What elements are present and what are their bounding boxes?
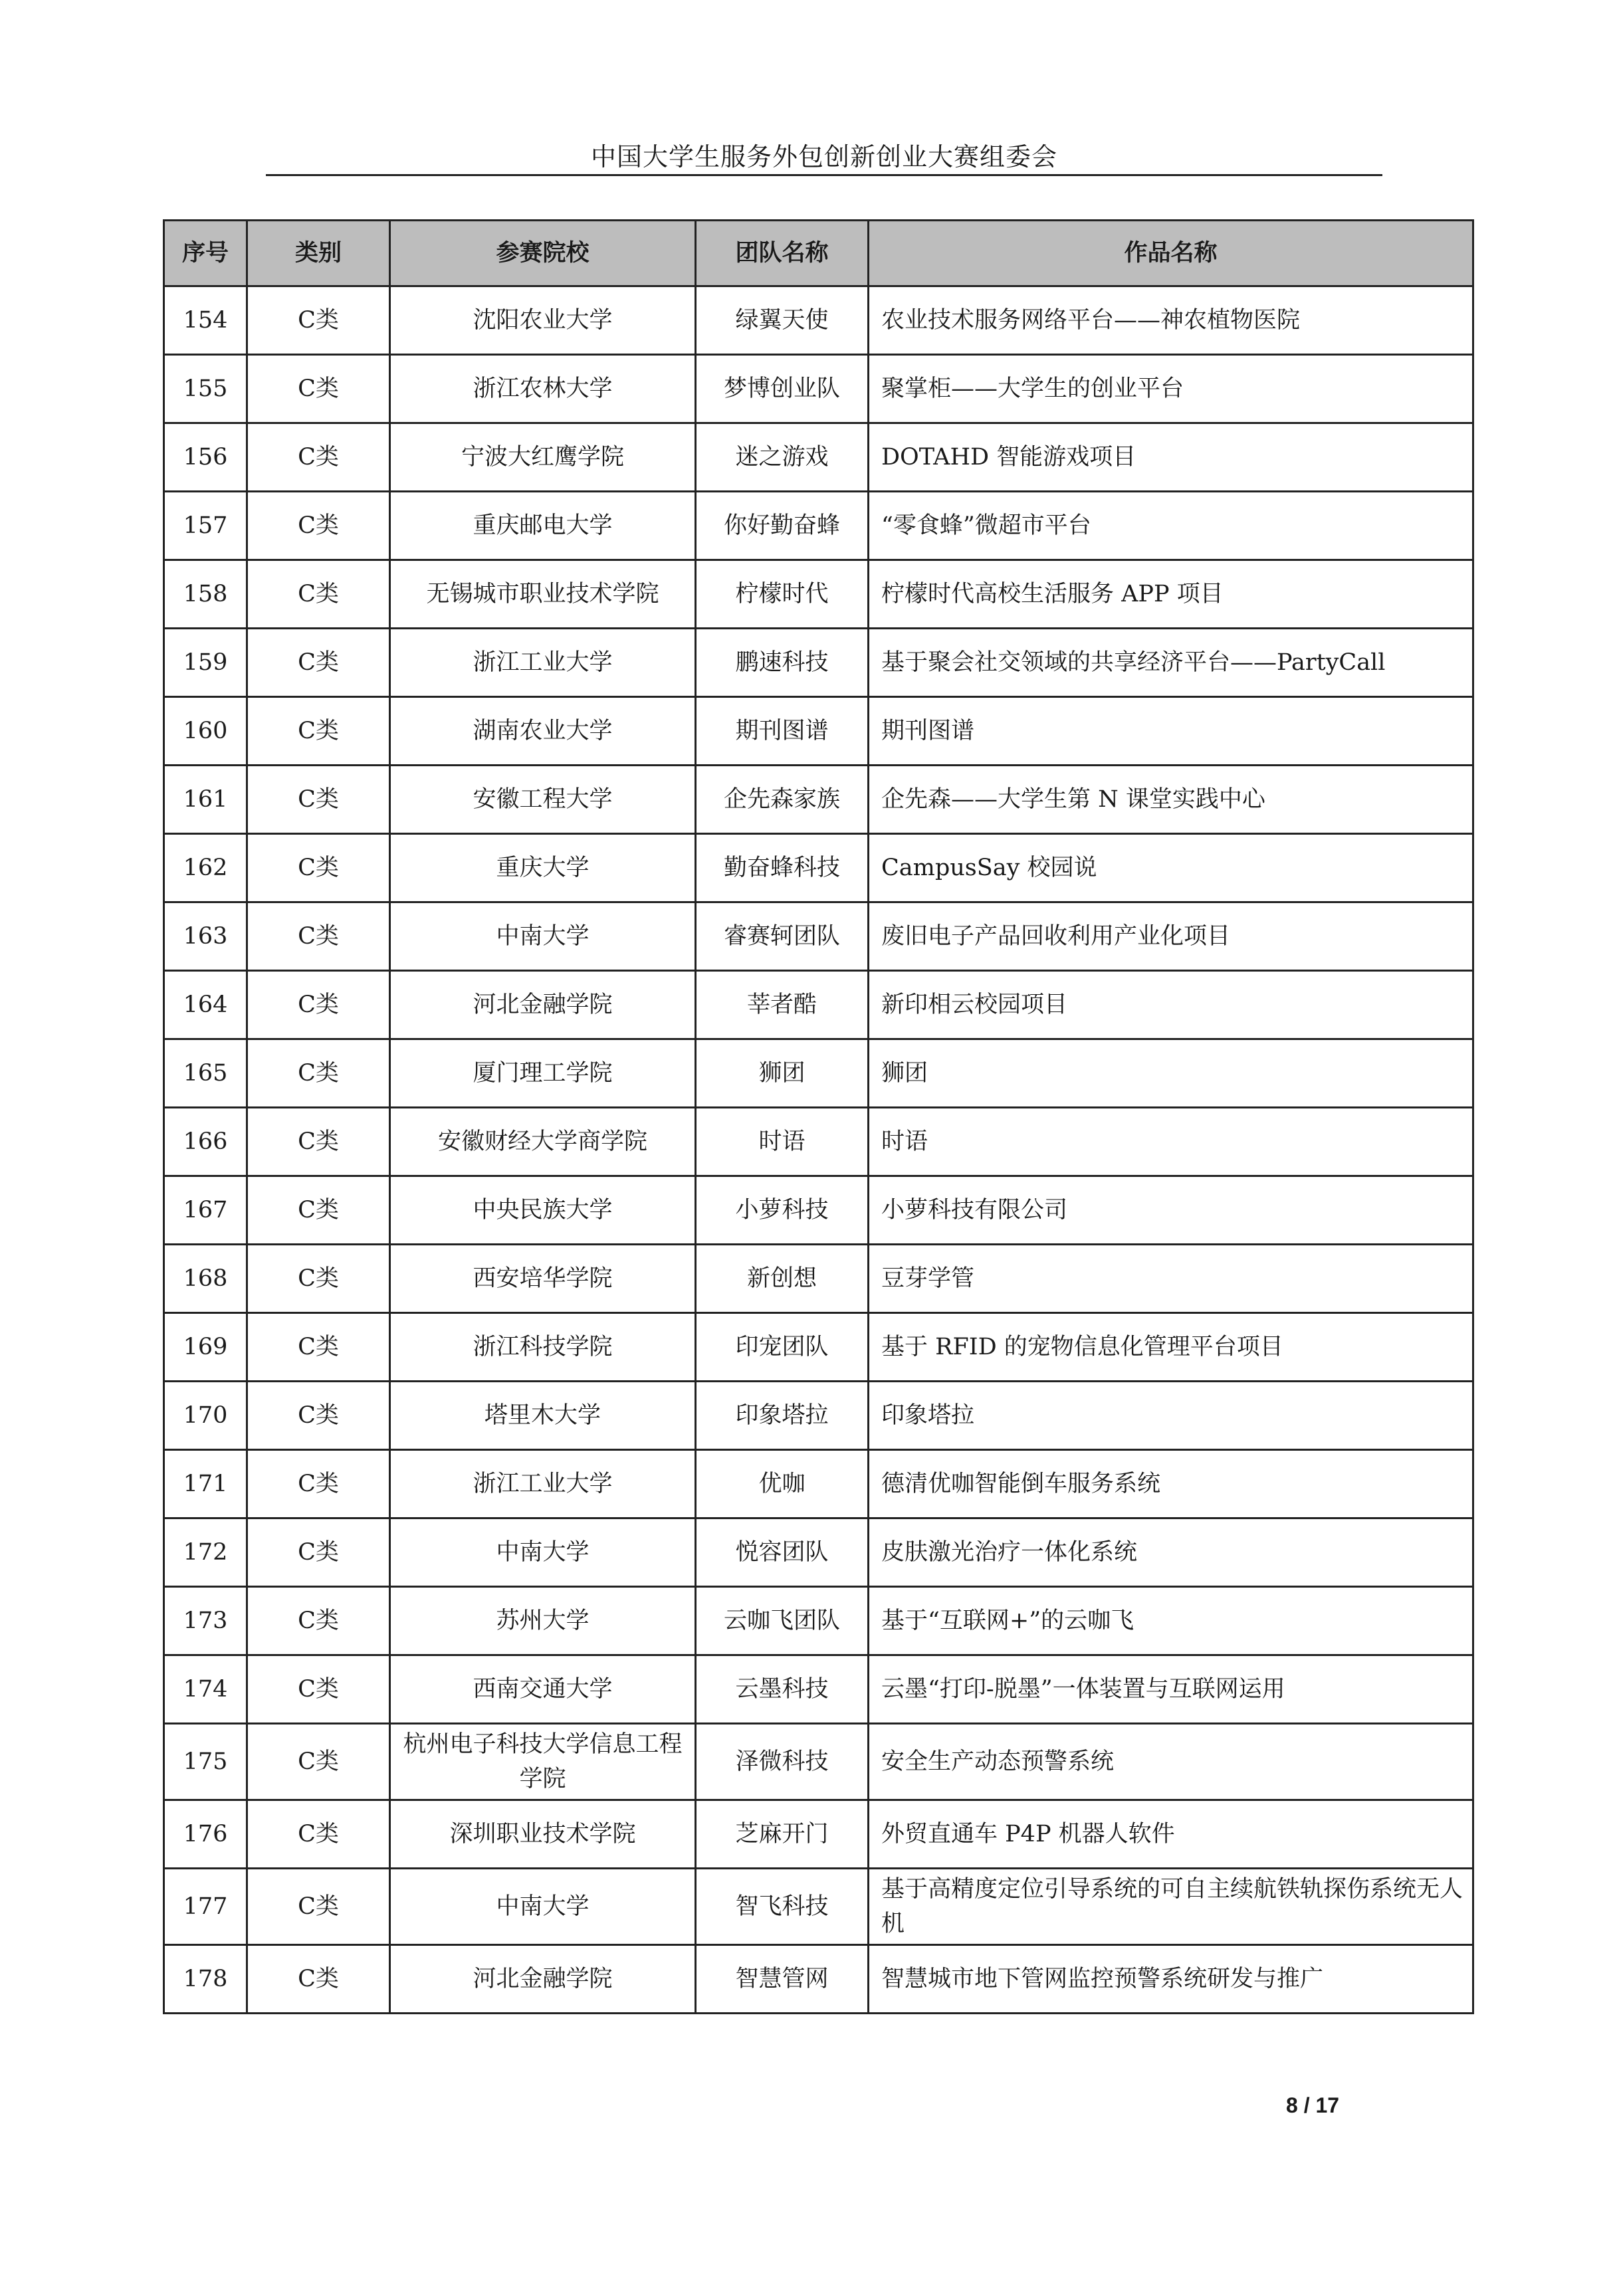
cell-number: 169	[164, 1313, 247, 1382]
cell-category: C类	[247, 1450, 390, 1518]
cell-work: CampusSay 校园说	[869, 834, 1473, 902]
cell-school: 浙江工业大学	[390, 1450, 696, 1518]
cell-work: 智慧城市地下管网监控预警系统研发与推广	[869, 1945, 1473, 2014]
cell-category: C类	[247, 423, 390, 492]
table-row	[164, 766, 1473, 834]
cell-school: 安徽财经大学商学院	[390, 1108, 696, 1176]
column-header-category: 类别	[247, 221, 390, 286]
cell-number: 173	[164, 1587, 247, 1655]
cell-category: C类	[247, 1587, 390, 1655]
page-number: 8 / 17	[1286, 2093, 1340, 2117]
cell-work: 安全生产动态预警系统	[869, 1724, 1473, 1800]
cell-school: 宁波大红鹰学院	[390, 423, 696, 492]
table-row	[164, 971, 1473, 1039]
cell-number: 166	[164, 1108, 247, 1176]
table-row	[164, 902, 1473, 971]
cell-team: 睿赛轲团队	[696, 902, 869, 971]
column-header-work: 作品名称	[869, 221, 1473, 286]
table-header-row	[164, 221, 1473, 286]
cell-number: 155	[164, 355, 247, 423]
cell-number: 174	[164, 1655, 247, 1724]
cell-number: 161	[164, 766, 247, 834]
table-row	[164, 834, 1473, 902]
cell-work: 德清优咖智能倒车服务系统	[869, 1450, 1473, 1518]
cell-work: 豆芽学管	[869, 1245, 1473, 1313]
table-row	[164, 1869, 1473, 1945]
table-row	[164, 1587, 1473, 1655]
table-row	[164, 697, 1473, 766]
cell-category: C类	[247, 1518, 390, 1587]
cell-team: 期刊图谱	[696, 697, 869, 766]
cell-school: 苏州大学	[390, 1587, 696, 1655]
cell-work: “零食蜂”微超市平台	[869, 492, 1473, 560]
cell-work: 外贸直通车 P4P 机器人软件	[869, 1800, 1473, 1869]
results-table	[163, 219, 1474, 2014]
cell-number: 154	[164, 286, 247, 355]
cell-number: 172	[164, 1518, 247, 1587]
cell-work: 基于高精度定位引导系统的可自主续航铁轨探伤系统无人机	[869, 1869, 1473, 1945]
table-row	[164, 1724, 1473, 1800]
cell-category: C类	[247, 1724, 390, 1800]
cell-team: 迷之游戏	[696, 423, 869, 492]
cell-team: 你好勤奋蜂	[696, 492, 869, 560]
cell-team: 智飞科技	[696, 1869, 869, 1945]
table-row	[164, 1245, 1473, 1313]
cell-work: 企先森——大学生第 N 课堂实践中心	[869, 766, 1473, 834]
cell-category: C类	[247, 1869, 390, 1945]
table-row	[164, 1176, 1473, 1245]
cell-work: 基于 RFID 的宠物信息化管理平台项目	[869, 1313, 1473, 1382]
cell-number: 177	[164, 1869, 247, 1945]
cell-category: C类	[247, 834, 390, 902]
cell-team: 绿翼天使	[696, 286, 869, 355]
cell-team: 印象塔拉	[696, 1382, 869, 1450]
cell-number: 162	[164, 834, 247, 902]
table-row	[164, 629, 1473, 697]
cell-work: 柠檬时代高校生活服务 APP 项目	[869, 560, 1473, 629]
cell-work: 小萝科技有限公司	[869, 1176, 1473, 1245]
table-row	[164, 1382, 1473, 1450]
cell-school: 湖南农业大学	[390, 697, 696, 766]
cell-category: C类	[247, 1313, 390, 1382]
table-row	[164, 1655, 1473, 1724]
cell-work: 农业技术服务网络平台——神农植物医院	[869, 286, 1473, 355]
cell-team: 时语	[696, 1108, 869, 1176]
cell-category: C类	[247, 1039, 390, 1108]
cell-team: 柠檬时代	[696, 560, 869, 629]
cell-category: C类	[247, 1382, 390, 1450]
cell-number: 163	[164, 902, 247, 971]
cell-team: 勤奋蜂科技	[696, 834, 869, 902]
cell-category: C类	[247, 1176, 390, 1245]
cell-school: 安徽工程大学	[390, 766, 696, 834]
cell-school: 西南交通大学	[390, 1655, 696, 1724]
column-header-team: 团队名称	[696, 221, 869, 286]
cell-team: 鹏速科技	[696, 629, 869, 697]
cell-number: 175	[164, 1724, 247, 1800]
table-row	[164, 1800, 1473, 1869]
table-row	[164, 423, 1473, 492]
column-header-school: 参赛院校	[390, 221, 696, 286]
table-row	[164, 1108, 1473, 1176]
cell-team: 智慧管网	[696, 1945, 869, 2014]
cell-work: 皮肤激光治疗一体化系统	[869, 1518, 1473, 1587]
table-row	[164, 1313, 1473, 1382]
cell-work: 云墨“打印-脱墨”一体装置与互联网运用	[869, 1655, 1473, 1724]
table-row	[164, 286, 1473, 355]
cell-school: 中央民族大学	[390, 1176, 696, 1245]
cell-category: C类	[247, 492, 390, 560]
cell-number: 167	[164, 1176, 247, 1245]
cell-team: 小萝科技	[696, 1176, 869, 1245]
cell-work: 废旧电子产品回收利用产业化项目	[869, 902, 1473, 971]
cell-number: 165	[164, 1039, 247, 1108]
column-header-number: 序号	[164, 221, 247, 286]
cell-team: 新创想	[696, 1245, 869, 1313]
cell-school: 中南大学	[390, 1518, 696, 1587]
header-divider	[266, 174, 1382, 176]
cell-team: 企先森家族	[696, 766, 869, 834]
cell-work: 聚掌柜——大学生的创业平台	[869, 355, 1473, 423]
cell-number: 158	[164, 560, 247, 629]
cell-team: 印宠团队	[696, 1313, 869, 1382]
cell-category: C类	[247, 286, 390, 355]
cell-school: 浙江科技学院	[390, 1313, 696, 1382]
cell-number: 160	[164, 697, 247, 766]
cell-team: 云墨科技	[696, 1655, 869, 1724]
table-row	[164, 1450, 1473, 1518]
cell-number: 171	[164, 1450, 247, 1518]
cell-school: 浙江工业大学	[390, 629, 696, 697]
cell-school: 重庆邮电大学	[390, 492, 696, 560]
cell-number: 159	[164, 629, 247, 697]
table-row	[164, 1518, 1473, 1587]
cell-school: 塔里木大学	[390, 1382, 696, 1450]
cell-work: 基于“互联网+”的云咖飞	[869, 1587, 1473, 1655]
cell-team: 芝麻开门	[696, 1800, 869, 1869]
cell-work: 印象塔拉	[869, 1382, 1473, 1450]
cell-category: C类	[247, 1108, 390, 1176]
table-body	[164, 286, 1473, 2014]
cell-school: 无锡城市职业技术学院	[390, 560, 696, 629]
table-row	[164, 1945, 1473, 2014]
cell-team: 泽微科技	[696, 1724, 869, 1800]
cell-number: 170	[164, 1382, 247, 1450]
cell-category: C类	[247, 1800, 390, 1869]
cell-work: 时语	[869, 1108, 1473, 1176]
cell-category: C类	[247, 766, 390, 834]
cell-team: 云咖飞团队	[696, 1587, 869, 1655]
cell-number: 164	[164, 971, 247, 1039]
cell-school: 厦门理工学院	[390, 1039, 696, 1108]
cell-number: 168	[164, 1245, 247, 1313]
document-header-title: 中国大学生服务外包创新创业大赛组委会	[590, 142, 1057, 171]
cell-team: 优咖	[696, 1450, 869, 1518]
cell-team: 悦容团队	[696, 1518, 869, 1587]
cell-school: 浙江农林大学	[390, 355, 696, 423]
cell-team: 梦博创业队	[696, 355, 869, 423]
cell-category: C类	[247, 629, 390, 697]
cell-work: DOTAHD 智能游戏项目	[869, 423, 1473, 492]
cell-team: 狮团	[696, 1039, 869, 1108]
cell-school: 深圳职业技术学院	[390, 1800, 696, 1869]
cell-school: 中南大学	[390, 902, 696, 971]
cell-category: C类	[247, 902, 390, 971]
cell-category: C类	[247, 560, 390, 629]
cell-category: C类	[247, 697, 390, 766]
cell-work: 基于聚会社交领域的共享经济平台——PartyCall	[869, 629, 1473, 697]
table-row	[164, 355, 1473, 423]
cell-category: C类	[247, 1945, 390, 2014]
table-row	[164, 560, 1473, 629]
cell-school: 西安培华学院	[390, 1245, 696, 1313]
cell-school: 河北金融学院	[390, 1945, 696, 2014]
cell-school: 中南大学	[390, 1869, 696, 1945]
cell-category: C类	[247, 971, 390, 1039]
cell-school: 沈阳农业大学	[390, 286, 696, 355]
cell-school: 河北金融学院	[390, 971, 696, 1039]
cell-number: 157	[164, 492, 247, 560]
table-row	[164, 1039, 1473, 1108]
cell-work: 期刊图谱	[869, 697, 1473, 766]
cell-number: 156	[164, 423, 247, 492]
cell-team: 莘者酷	[696, 971, 869, 1039]
cell-category: C类	[247, 1245, 390, 1313]
cell-number: 176	[164, 1800, 247, 1869]
cell-category: C类	[247, 1655, 390, 1724]
table-header	[164, 221, 1473, 286]
cell-school: 重庆大学	[390, 834, 696, 902]
cell-work: 狮团	[869, 1039, 1473, 1108]
cell-school: 杭州电子科技大学信息工程学院	[390, 1724, 696, 1800]
cell-category: C类	[247, 355, 390, 423]
table-row	[164, 492, 1473, 560]
cell-number: 178	[164, 1945, 247, 2014]
cell-work: 新印相云校园项目	[869, 971, 1473, 1039]
